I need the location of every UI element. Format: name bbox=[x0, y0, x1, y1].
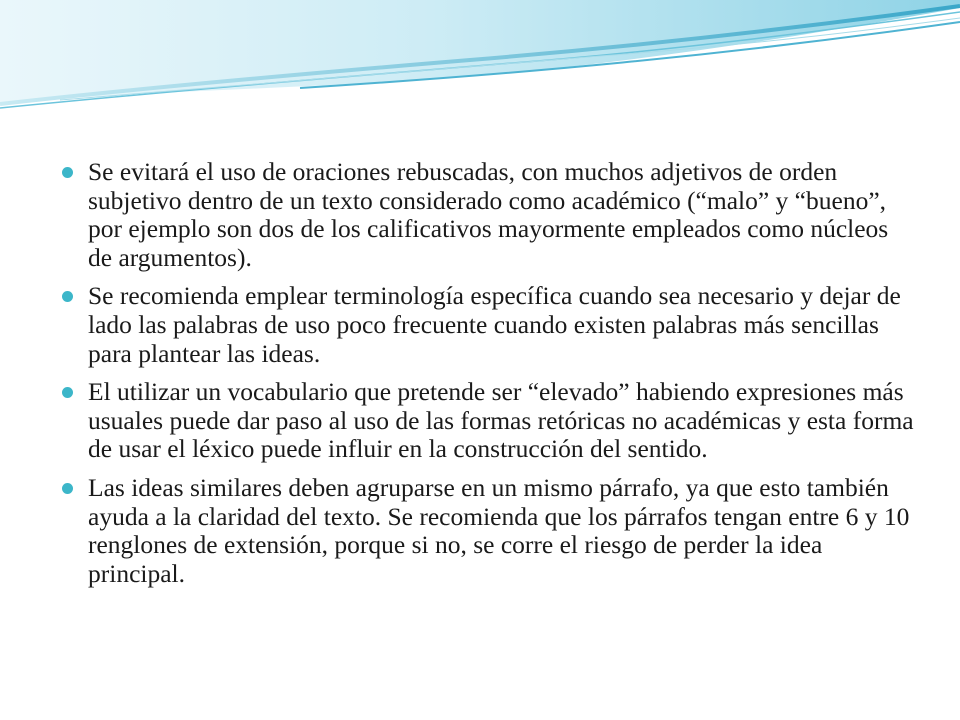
bullet-dot-icon bbox=[62, 483, 73, 494]
bullet-item bbox=[58, 378, 918, 464]
bullet-item bbox=[58, 282, 918, 368]
bullet-dot-icon bbox=[62, 387, 73, 398]
bullet-text: El utilizar un vocabulario que pretende ser “elevado” habiendo expresiones más usuales puede dar paso al uso de las formas retóricas no académicas y esta forma de usar el léxico puede influir en la construcción del sentido. bbox=[88, 377, 914, 464]
bullet-text: Las ideas similares deben agruparse en un mismo párrafo, ya que esto también ayuda a la claridad del texto. Se recomienda que los párrafos tengan entre 6 y 10 renglones de extensión, porque si no, se corre el riesgo de perder la idea principal. bbox=[88, 472, 910, 588]
bullet-text: Se recomienda emplear terminología específica cuando sea necesario y dejar de lado las palabras de uso poco frecuente cuando existen palabras más sencillas para plantear las ideas. bbox=[88, 281, 901, 368]
bullet-item bbox=[58, 474, 918, 588]
bullet-item bbox=[58, 158, 918, 272]
bullet-text: Se evitará el uso de oraciones rebuscadas, con muchos adjetivos de orden subjetivo dentro de un texto considerado como académico (“malo” y “bueno”, por ejemplo son dos de los calificativos mayormente empleados como núcleos de argumentos). bbox=[88, 157, 889, 272]
bullet-list bbox=[58, 158, 918, 598]
header-wave-decoration bbox=[0, 0, 960, 120]
bullet-dot-icon bbox=[62, 167, 73, 178]
bullet-dot-icon bbox=[62, 291, 73, 302]
